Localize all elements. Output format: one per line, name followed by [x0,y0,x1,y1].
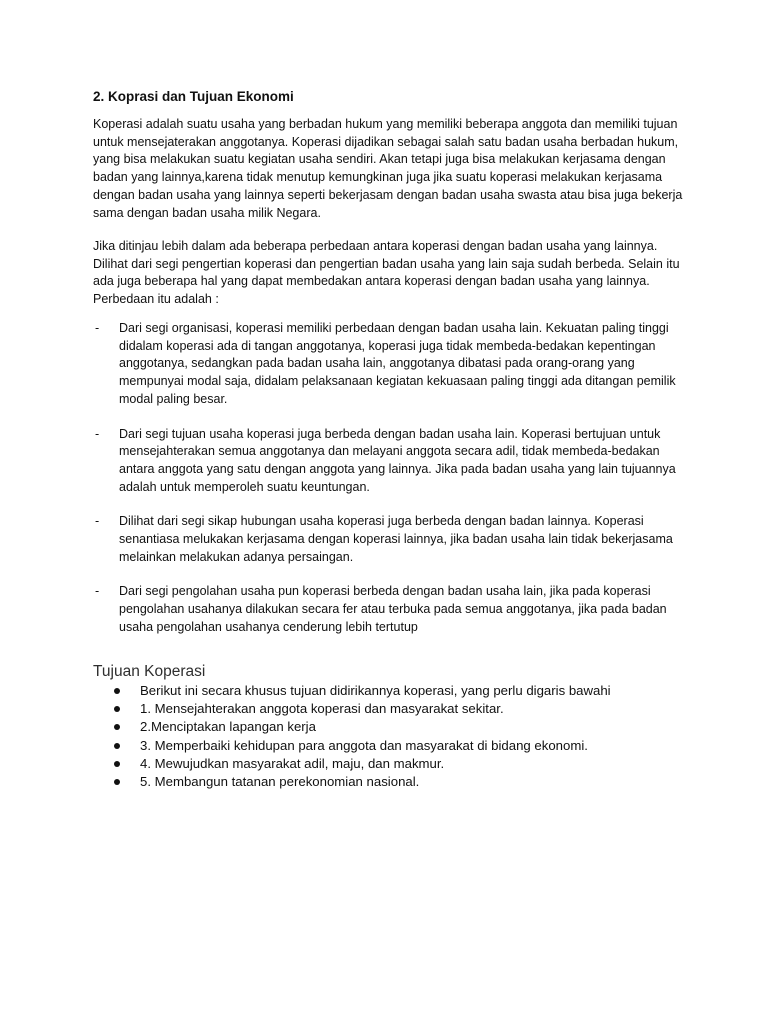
dash-marker: - [95,584,100,599]
differences-list [93,320,683,654]
section-title: 2. Koprasi dan Tujuan Ekonomi [93,89,294,104]
list-item-text: 4. Mewujudkan masyarakat adil, maju, dan makmur. [140,755,445,771]
list-item-text: Dari segi tujuan usaha koperasi juga berbeda dengan badan usaha lain. Koperasi bertujuan untuk mensejahterakan semua anggotanya dan melayani anggota secara adil, tidak membeda-bedakan antara anggota yang satu dengan anggota yang lainnya. Jika pada badan usaha yang lain tujuannya adalah untuk memperoleh suatu keuntungan. [119,426,676,494]
dash-marker: - [95,426,100,441]
paragraph-intro: Koperasi adalah suatu usaha yang berbadan hukum yang memiliki beberapa anggota dan memiliki tujuan untuk mensejaterakan anggotanya. Koperasi dijadikan sebagai salah satu badan usaha berbadan hukum, yang bisa melakukan suatu kegiatan usaha sendiri. Akan tetapi juga bisa melakukan kerjasama dengan badan yang lainnya,karena tidak menutup kemungkinan juga jika suatu koperasi melakukan kerjasama dengan badan usaha yang lainnya seperti bekerjasam dengan badan usaha swasta atau bisa juga bekerja sama dengan badan usaha milik Negara. [93,117,683,220]
list-item-text: 5. Membangun tatanan perekonomian nasional. [140,774,420,790]
dash-marker: - [95,321,100,335]
tujuan-heading: Tujuan Koperasi [93,663,206,680]
bullet-icon [114,706,120,712]
list-item [93,513,683,566]
bullet-icon [114,724,120,730]
list-item [93,426,683,497]
bullet-icon [114,779,120,785]
list-item [93,583,683,636]
list-item-text: Dilihat dari segi sikap hubungan usaha koperasi juga berbeda dengan badan lainnya. Koperasi senantiasa melukakan kerjasama dengan koperasi lainnya, jika badan usaha lain tidak bekerjasama melainkan melakukan adanya persaingan. [119,514,673,564]
list-item-text: Berikut ini secara khusus tujuan didirikannya koperasi, yang perlu digaris bawahi [140,683,611,698]
list-item-text: 3. Memperbaiki kehidupan para anggota dan masyarakat di bidang ekonomi. [140,737,588,753]
tujuan-list [114,682,674,791]
list-item-text: 1. Mensejahterakan anggota koperasi dan masyarakat sekitar. [140,701,504,717]
dash-marker: - [95,514,100,529]
list-item-text: Dari segi pengolahan usaha pun koperasi berbeda dengan badan usaha lain, jika pada koperasi pengolahan usahanya dilakukan secara fer atau terbuka pada semua anggotanya, jika pada badan usaha pengolahan usahanya cenderung lebih tertutup [119,584,667,634]
list-item [114,737,674,755]
bullet-icon [114,743,120,749]
list-item [93,320,683,409]
list-item [114,755,674,773]
list-item [114,718,674,736]
list-item-text: Dari segi organisasi, koperasi memiliki perbedaan dengan badan usaha lain. Kekuatan paling tinggi didalam koperasi ada di tangan anggotanya, koperasi juga tidak membeda-bedakan kepentingan anggotanya, sedangkan pada badan usaha lain, anggotanya dibatasi pada orang-orang yang mempunyai modal saja, didalam pelaksanaan kegiatan kekuasaan paling tinggi ada ditangan pemilik modal paling besar. [119,321,676,406]
list-item [114,682,674,700]
list-item [114,773,674,791]
bullet-icon [114,688,120,694]
list-item [114,700,674,718]
bullet-icon [114,761,120,767]
list-item-text: 2.Menciptakan lapangan kerja [140,719,316,735]
paragraph-differences-intro: Jika ditinjau lebih dalam ada beberapa perbedaan antara koperasi dengan badan usaha yang lainnya. Dilihat dari segi pengertian koperasi dan pengertian badan usaha yang lain saja sudah berbeda. Selain itu ada juga beberapa hal yang dapat membedakan antara koperasi dengan badan usaha yang lainnya. Perbedaan itu adalah : [93,239,680,307]
